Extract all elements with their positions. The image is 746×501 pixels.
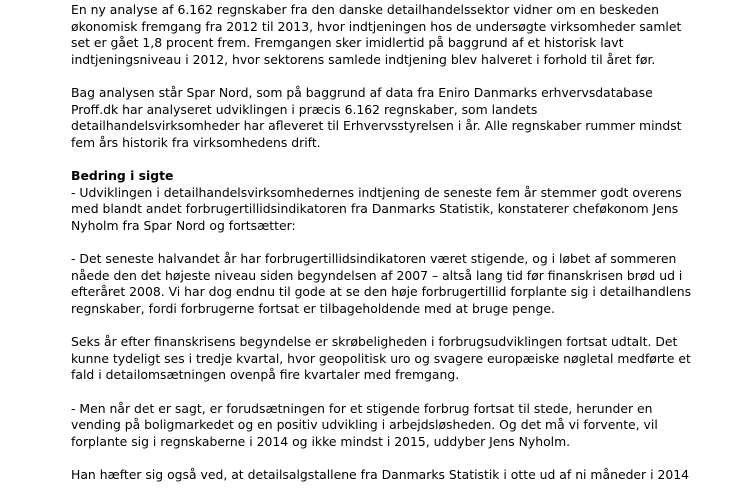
text-line: med blandt andet forbrugertillidsindikatoren fra Danmarks Statistik, konstaterer cheføkonom Jens	[71, 201, 679, 216]
text-line: - Udviklingen i detailhandelsvirksomhedernes indtjening de seneste fem år stemmer godt overens	[71, 184, 682, 200]
paragraph-quote-3	[71, 401, 671, 451]
text-line: forplante sig i regnskaberne i 2014 og ikke mindst i 2015, uddyber Jens Nyholm.	[71, 433, 571, 449]
text-line: Seks år efter finanskrisens begyndelse er skrøbeligheden i forbrugsudviklingen fortsat udtalt. Det	[71, 334, 678, 349]
paragraph-quote-1	[71, 184, 682, 235]
text-line: fem års historik fra virksomhedens drift.	[71, 134, 321, 150]
paragraph-intro	[71, 2, 682, 68]
text-line: set er gået 1,8 procent frem. Fremgangen sker imidlertid på baggrund af et historisk lavt	[71, 35, 624, 50]
text-line: økonomisk fremgang fra 2012 til 2013, hvor indtjeningen hos de undersøgte virksomheder samlet	[71, 18, 682, 34]
document-body	[71, 2, 692, 501]
text-line: indtjeningsniveau i 2012, hvor sektorens samlede indtjening blev halveret i forhold til året før.	[71, 51, 656, 67]
text-line: efteråret 2008. Vi har dog endnu til gode at se den høje forbrugertillid forplante sig i detailhandlens	[71, 284, 692, 299]
section-heading: Bedring i sigte	[71, 168, 174, 183]
text-line: Han hæfter sig også ved, at detailsalgstallene fra Danmarks Statistik i otte ud af ni måneder i 2014	[71, 467, 690, 482]
text-line: En ny analyse af 6.162 regnskaber fra den danske detailhandelssektor vidner om en beskeden	[71, 2, 659, 17]
text-line: Proff.dk har analyseret udviklingen i præcis 6.162 regnskaber, som landets	[71, 101, 538, 117]
paragraph-quote-2	[71, 251, 692, 317]
text-line: Nyholm fra Spar Nord og fortsætter:	[71, 217, 296, 233]
text-line: detailhandelsvirksomheder har afleveret til Erhvervsstyrelsen i år. Alle regnskaber rummer mindst	[71, 118, 682, 133]
paragraph-crisis	[71, 334, 691, 384]
text-line: vending på boligmarkedet og en positiv udvikling i arbejdsløsheden. Og det må vi forvente, vil	[71, 417, 658, 432]
text-line: regnskaber, fordi forbrugerne fortsat er tilbageholdende med at bruge penge.	[71, 300, 555, 316]
text-line: nåede den det højeste niveau siden begyndelsen af 2007 – altså lang tid før finanskrisen brød ud i	[71, 267, 683, 283]
text-line: kunne tydeligt ses i tredje kvartal, hvor geopolitisk uro og svagere europæiske nøgletal medførte et	[71, 350, 691, 366]
text-line: Bag analysen står Spar Nord, som på baggrund af data fra Eniro Danmarks erhvervsdatabase	[71, 85, 653, 100]
text-line: - Men når det er sagt, er forudsætningen for et stigende forbrug fortsat til stede, herunder en	[71, 400, 653, 416]
paragraph-retail-sales	[71, 467, 690, 484]
text-line: - Det seneste halvandet år har forbrugertillidsindikatoren været stigende, og i løbet af sommeren	[71, 251, 677, 266]
paragraph-background	[71, 85, 682, 151]
text-line: fald i detailomsætningen ovenpå fire kvartaler med fremgang.	[71, 367, 460, 382]
